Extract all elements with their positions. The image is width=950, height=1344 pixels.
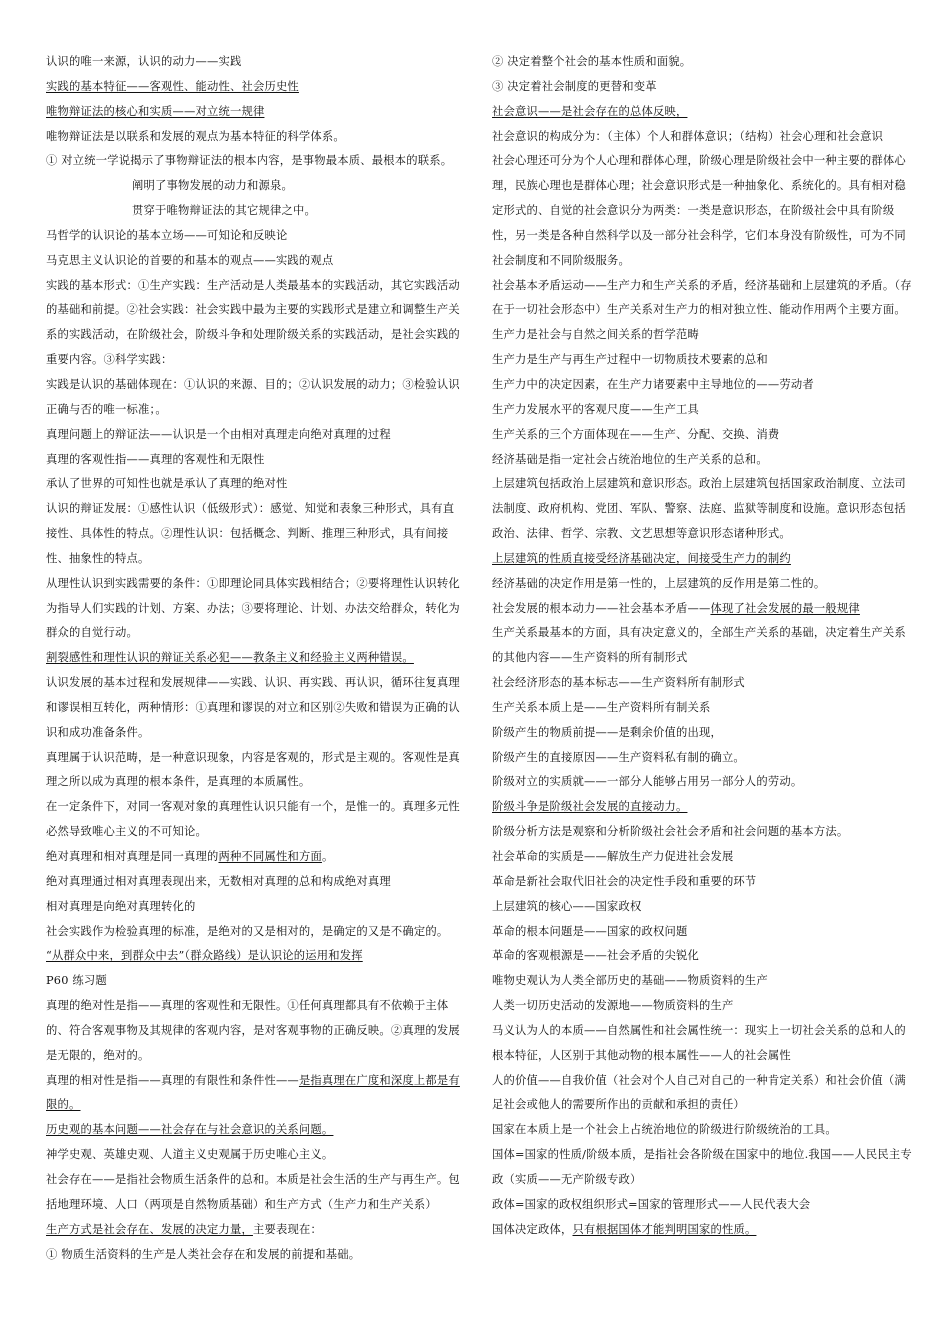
paragraph — [46, 1243, 464, 1268]
paragraph — [46, 920, 464, 945]
paragraph — [46, 50, 464, 75]
paragraph-text: 阶级斗争是阶级社会发展的直接动力。 — [492, 800, 688, 814]
paragraph-text: 经济基础的决定作用是第一性的，上层建筑的反作用是第二性的。 — [492, 576, 826, 590]
paragraph — [492, 100, 912, 125]
paragraph — [46, 1118, 464, 1143]
paragraph — [46, 944, 464, 969]
paragraph — [492, 75, 912, 100]
paragraph-text: 人的价值——自我价值（社会对个人自己对自己的一种肯定关系）和社会价值（满足社会或他人的需要所作出的贡献和承担的责任） — [492, 1073, 906, 1112]
underlined-text: 两种不同属性和方面 — [218, 850, 322, 863]
paragraph — [46, 423, 464, 448]
paragraph-text: 生产力是生产与再生产过程中一切物质技术要素的总和 — [492, 353, 768, 367]
paragraph-text: 生产力中的决定因素，在生产力诸要素中主导地位的——劳动者 — [492, 377, 814, 391]
paragraph-text: 上层建筑的核心——国家政权 — [492, 899, 642, 913]
paragraph-text: ③ 决定着社会制度的更替和变革 — [492, 79, 657, 93]
paragraph — [46, 75, 464, 100]
paragraph-text: 政体=国家的政权组织形式=国家的管理形式——人民代表大会 — [492, 1197, 811, 1211]
paragraph — [46, 969, 464, 994]
paragraph — [492, 870, 912, 895]
paragraph — [46, 870, 464, 895]
paragraph-text: P60 练习题 — [46, 974, 107, 988]
paragraph — [492, 969, 912, 994]
paragraph — [492, 472, 912, 547]
paragraph-text: 阐明了事物发展的动力和源泉。 — [132, 179, 293, 193]
paragraph — [46, 746, 464, 796]
paragraph — [492, 1193, 912, 1218]
paragraph-text: 生产力是社会与自然之间关系的哲学范畴 — [492, 328, 699, 342]
paragraph-text: 实践的基本特征——客观性、能动性、社会历史性 — [46, 79, 299, 93]
paragraph-text: 生产力发展水平的客观尺度——生产工具 — [492, 402, 699, 416]
paragraph-text: 阶级产生的物质前提——是剩余价值的出现， — [492, 725, 722, 739]
paragraph-text: 历史观的基本问题——社会存在与社会意识的关系问题。 — [46, 1123, 334, 1137]
paragraph-text: 从理性认识到实践需要的条件：①即理论同具体实践相结合；②要将理性认识转化为指导人们实践的计划、方案、办法；③要将理论、计划、办法交给群众，转化为群众的自觉行动。 — [46, 576, 460, 640]
paragraph-text-end: 。 — [321, 850, 334, 863]
paragraph — [46, 274, 464, 373]
paragraph — [46, 497, 464, 572]
paragraph — [46, 1143, 464, 1168]
paragraph-text: 相对真理是向绝对真理转化的 — [46, 899, 196, 913]
paragraph — [492, 795, 912, 820]
paragraph-text: 真理属于认识范畴，是一种意识现象，内容是客观的，形式是主观的。客观性是真理之所以成为真理的根本条件，是真理的本质属性。 — [46, 750, 460, 789]
paragraph — [46, 149, 464, 174]
paragraph-text: 国体决定政体， — [492, 1222, 573, 1236]
paragraph-text: 上层建筑包括政治上层建筑和意识形态。政治上层建筑包括国家政治制度、立法司法制度、政府机构、党团、军队、警察、法庭、监狱等制度和设施。意识形态包括政治、法律、哲学、宗教、文艺思想等意识形态诸种形式。 — [492, 477, 906, 541]
paragraph — [46, 100, 464, 125]
underlined-text: 只有根据国体才能判明国家的性质。 — [572, 1222, 757, 1236]
paragraph — [492, 448, 912, 473]
paragraph — [492, 149, 912, 273]
paragraph-text: 实践是认识的基础体现在：①认识的来源、目的；②认识发展的动力；③检验认识正确与否的唯一标准；。 — [46, 377, 460, 416]
paragraph-text: 社会存在——是指社会物质生活条件的总和。本质是社会生活的生产与再生产。包括地理环境、人口（两项是自然物质基础）和生产方式（生产力和生产关系） — [46, 1172, 460, 1211]
paragraph — [492, 572, 912, 597]
paragraph-text: 真理的客观性指——真理的客观性和无限性 — [46, 452, 265, 466]
paragraph — [46, 174, 464, 199]
paragraph — [492, 944, 912, 969]
paragraph — [492, 547, 912, 572]
paragraph — [492, 373, 912, 398]
paragraph-text: 经济基础是指一定社会占统治地位的生产关系的总和。 — [492, 452, 768, 466]
paragraph — [46, 373, 464, 423]
paragraph — [46, 249, 464, 274]
paragraph — [46, 845, 464, 870]
paragraph-text: 实践的基本形式：①生产实践：生产活动是人类最基本的实践活动，其它实践活动的基础和前提。②社会实践：社会实践中最为主要的实践形式是建立和调整生产关系的实践活动，在阶级社会，阶级斗争和处理阶级关系的实践活动，是社会实践的重要内容。③科学实践： — [46, 278, 460, 367]
paragraph — [492, 398, 912, 423]
paragraph-text: 生产方式是社会存在、发展的决定力量， — [46, 1222, 253, 1236]
paragraph — [492, 994, 912, 1019]
paragraph — [492, 721, 912, 746]
paragraph-text: 承认了世界的可知性也就是承认了真理的绝对性 — [46, 477, 288, 491]
underlined-text: 体现了社会发展的最一般规律 — [710, 601, 860, 615]
paragraph — [492, 1218, 912, 1243]
paragraph — [492, 323, 912, 348]
paragraph-text: 社会意识——是社会存在的总体反映， — [492, 104, 688, 118]
paragraph-text: 生产关系最基本的方面，具有决定意义的，全部生产关系的基础，决定着生产关系的其他内容——生产资料的所有制形式 — [492, 626, 906, 665]
paragraph-text: 认识的辩证发展：①感性认识（低级形式）：感觉、知觉和表象三种形式，具有直接性、具体性的特点。②理性认识：包括概念、判断、推理三种形式，具有间接性、抽象性的特点。 — [46, 502, 455, 565]
paragraph-text: 神学史观、英雄史观、人道主义史观属于历史唯心主义。 — [46, 1148, 334, 1162]
paragraph-text: 革命的客观根源是——社会矛盾的尖锐化 — [492, 949, 699, 963]
paragraph-text: 阶级产生的直接原因——生产资料私有制的确立。 — [492, 750, 745, 764]
paragraph-text: 社会心理还可分为个人心理和群体心理，阶级心理是阶级社会中一种主要的群体心理，民族心理也是群体心理；社会意识形式是一种抽象化、系统化的。具有相对稳定形式的、自觉的社会意识分为两类：一类是意识形态，在阶级社会中具有阶级性，另一类是各种自然科学以及一部分社会科学，它们本身没有阶级性，可为不同社会制度和不同阶级服务。 — [492, 154, 906, 267]
paragraph — [492, 770, 912, 795]
paragraph — [492, 423, 912, 448]
paragraph-text: 真理的相对性是指——真理的有限性和条件性—— — [46, 1073, 299, 1087]
paragraph — [46, 472, 464, 497]
paragraph-text: 唯物辩证法是以联系和发展的观点为基本特征的科学体系。 — [46, 129, 345, 143]
paragraph-text: 马义认为人的本质——自然属性和社会属性统一：现实上一切社会关系的总和人的根本特征，人区别于其他动物的根本属性——人的社会属性 — [492, 1023, 906, 1062]
paragraph-text: 马克思主义认识论的首要的和基本的观点——实践的观点 — [46, 253, 334, 267]
paragraph — [492, 597, 912, 622]
paragraph-text: 绝对真理和相对真理是同一真理的 — [46, 850, 219, 863]
paragraph-text: 生产关系本质上是——生产资料所有制关系 — [492, 700, 711, 714]
paragraph-text: ① 对立统一学说揭示了事物辩证法的根本内容，是事物最本质、最根本的联系。 — [46, 154, 453, 168]
paragraph — [492, 820, 912, 845]
paragraph-text: 社会革命的实质是——解放生产力促进社会发展 — [492, 850, 734, 863]
paragraph-text: 唯物辩证法的核心和实质——对立统一规律 — [46, 104, 265, 118]
paragraph — [492, 50, 912, 75]
paragraph-text: 认识的唯一来源，认识的动力——实践 — [46, 55, 242, 68]
paragraph — [46, 448, 464, 473]
paragraph-text: 贯穿于唯物辩证法的其它规律之中。 — [132, 204, 316, 218]
paragraph-text: 国家在本质上是一个社会上占统治地位的阶级进行阶级统治的工具。 — [492, 1123, 837, 1137]
paragraph-text: 人类一切历史活动的发源地——物质资料的生产 — [492, 999, 734, 1013]
paragraph — [492, 348, 912, 373]
paragraph — [46, 224, 464, 249]
paragraph — [46, 671, 464, 746]
paragraph — [492, 125, 912, 150]
paragraph — [492, 671, 912, 696]
paragraph-text: 社会意识的构成分为：（主体）个人和群体意识；（结构）社会心理和社会意识 — [492, 129, 884, 143]
paragraph — [46, 572, 464, 647]
paragraph — [46, 646, 464, 671]
paragraph-text-end: 主要表现在： — [252, 1222, 322, 1236]
paragraph — [492, 845, 912, 870]
paragraph-text: 社会经济形态的基本标志——生产资料所有制形式 — [492, 676, 745, 690]
paragraph — [492, 1143, 912, 1193]
paragraph — [46, 1168, 464, 1218]
paragraph — [46, 795, 464, 845]
paragraph-text: 社会基本矛盾运动——生产力和生产关系的矛盾，经济基础和上层建筑的矛盾。（存在于一切社会形态中）生产关系对生产力的相对独立性、能动作用两个主要方面。 — [492, 278, 912, 317]
paragraph-text: ① 物质生活资料的生产是人类社会存在和发展的前提和基础。 — [46, 1247, 361, 1261]
paragraph — [46, 1218, 464, 1243]
paragraph-text: 革命是新社会取代旧社会的决定性手段和重要的环节 — [492, 874, 757, 888]
paragraph — [46, 1069, 464, 1119]
paragraph-text: 绝对真理通过相对真理表现出来，无数相对真理的总和构成绝对真理 — [46, 874, 391, 888]
paragraph — [492, 895, 912, 920]
paragraph-text: 国体=国家的性质/阶级本质，是指社会各阶级在国家中的地位.我国——人民民主专政（实质——无产阶级专政） — [492, 1148, 912, 1186]
paragraph-text: 在一定条件下，对同一客观对象的真理性认识只能有一个，是惟一的。真理多元性必然导致唯心主义的不可知论。 — [46, 800, 460, 839]
paragraph-text: 阶级分析方法是观察和分析阶级社会社会矛盾和社会问题的基本方法。 — [492, 825, 849, 839]
paragraph-text: 阶级对立的实质就——一部分人能够占用另一部分人的劳动。 — [492, 775, 803, 789]
paragraph — [492, 274, 912, 324]
paragraph — [492, 746, 912, 771]
paragraph — [492, 920, 912, 945]
paragraph — [492, 1019, 912, 1069]
left-column — [46, 50, 464, 1267]
paragraph-text: 生产关系的三个方面体现在——生产、分配、交换、消费 — [492, 427, 780, 441]
paragraph — [492, 1118, 912, 1143]
paragraph-text: 认识发展的基本过程和发展规律——实践、认识、再实践、再认识，循环往复真理和谬误相互转化，两种情形：①真理和谬误的对立和区别②失败和错误为正确的认识和成功准备条件。 — [46, 676, 460, 739]
paragraph-text: 革命的根本问题是——国家的政权问题 — [492, 924, 688, 938]
paragraph-text: 真理问题上的辩证法——认识是一个由相对真理走向绝对真理的过程 — [46, 427, 391, 441]
paragraph — [46, 199, 464, 224]
paragraph-text: 马哲学的认识论的基本立场——可知论和反映论 — [46, 228, 288, 242]
paragraph — [46, 895, 464, 920]
right-column — [492, 50, 912, 1243]
paragraph-text: “从群众中来，到群众中去”（群众路线）是认识论的运用和发挥 — [46, 949, 363, 963]
paragraph-text: ② 决定着整个社会的基本性质和面貌。 — [492, 55, 692, 68]
paragraph — [492, 621, 912, 671]
paragraph — [46, 994, 464, 1069]
paragraph-text: 割裂感性和理性认识的辩证关系必犯——教条主义和经验主义两种错误。 — [46, 651, 414, 665]
paragraph — [492, 696, 912, 721]
paragraph-text: 唯物史观认为人类全部历史的基础——物质资料的生产 — [492, 974, 768, 988]
paragraph-text: 社会实践作为检验真理的标准，是绝对的又是相对的，是确定的又是不确定的。 — [46, 924, 449, 938]
paragraph-text: 社会发展的根本动力——社会基本矛盾—— — [492, 601, 711, 615]
paragraph-text: 真理的绝对性是指——真理的客观性和无限性。①任何真理都具有不依赖于主体的、符合客观事物及其规律的客观内容，是对客观事物的正确反映。②真理的发展是无限的，绝对的。 — [46, 999, 460, 1062]
underlined-text: 是指真理在广度和深度上都是有限的。 — [46, 1073, 460, 1112]
paragraph — [46, 125, 464, 150]
paragraph-text: 上层建筑的性质直接受经济基础决定，间接受生产力的制约 — [492, 551, 791, 565]
paragraph — [492, 1069, 912, 1119]
